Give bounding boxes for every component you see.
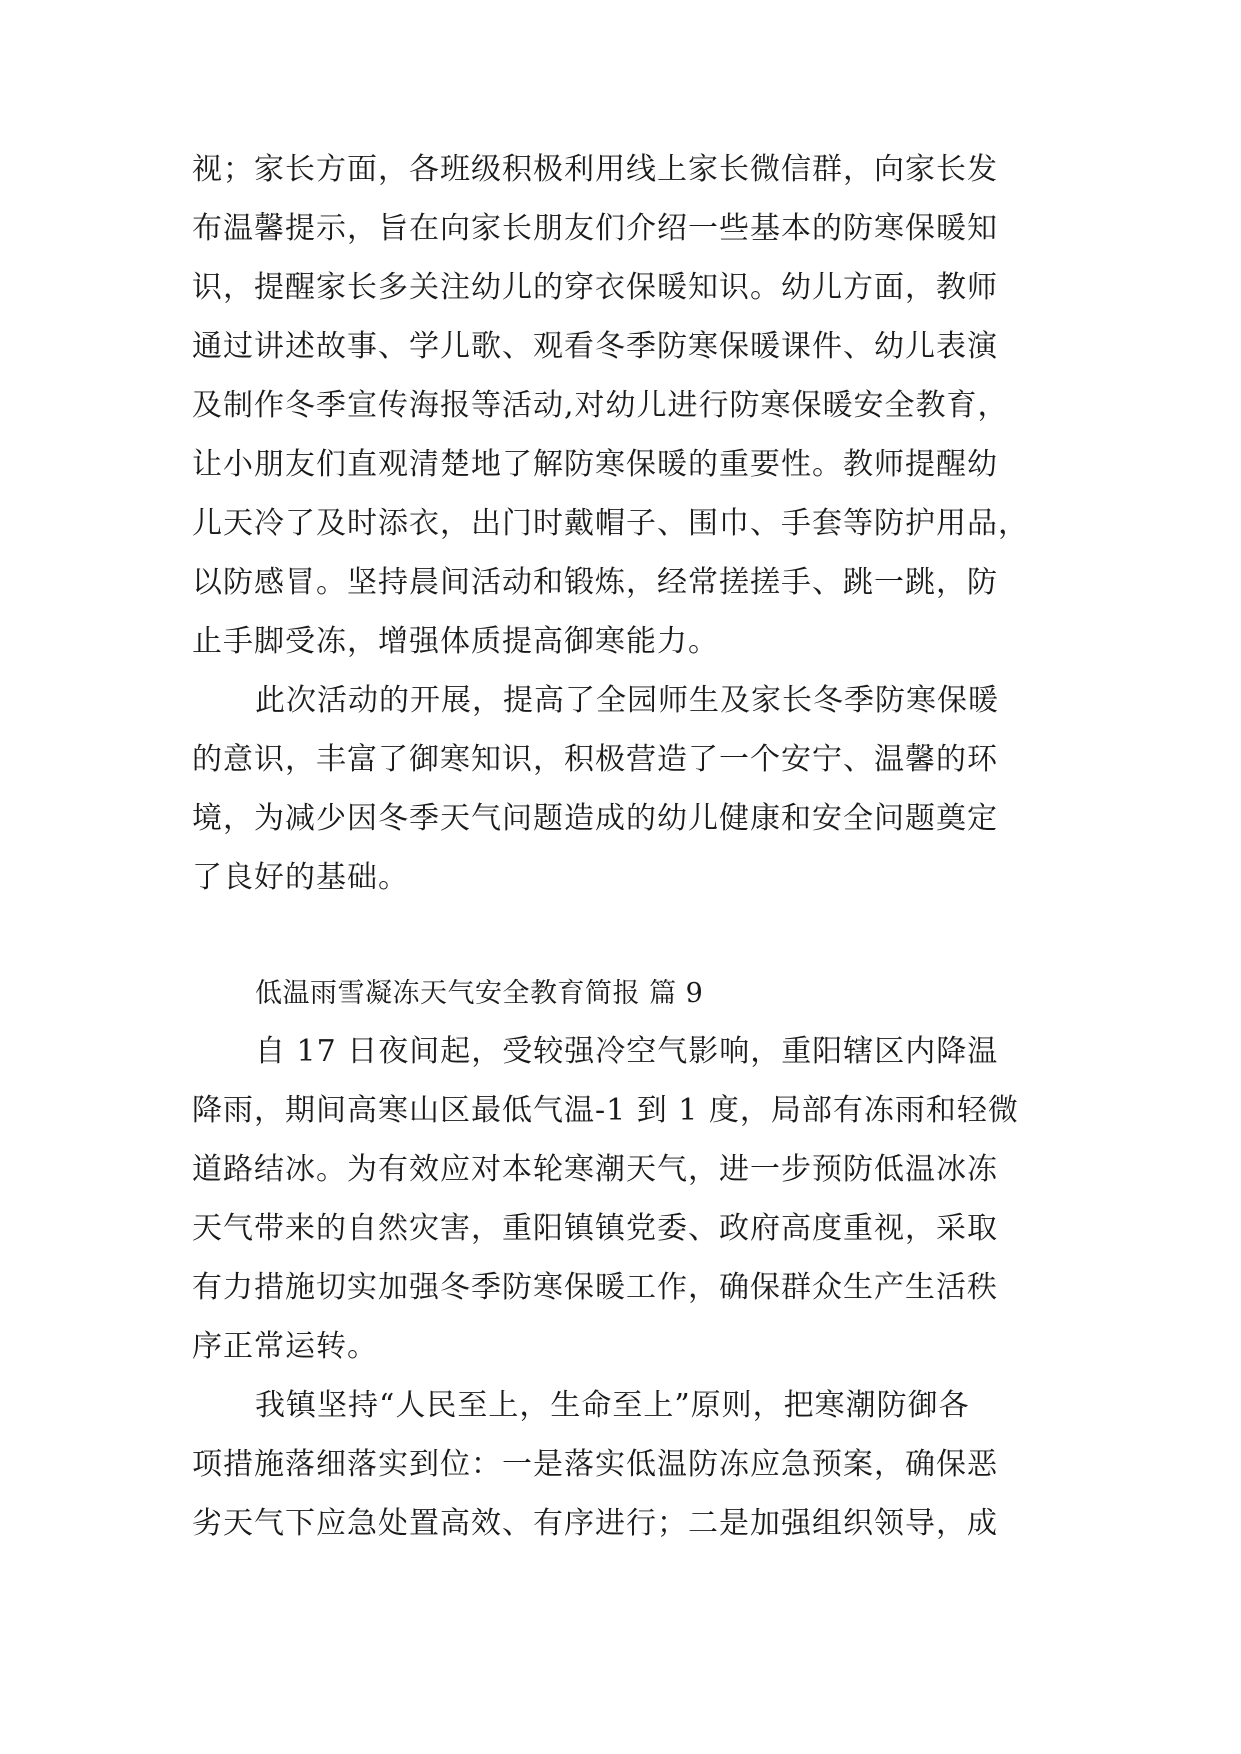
- text-line: 项措施落细落实到位：一是落实低温防冻应急预案，确保恶: [192, 1447, 998, 1482]
- text-line: 我镇坚持“人民至上，生命至上”原则，把寒潮防御各: [255, 1388, 970, 1423]
- text-line: 视；家长方面，各班级积极利用线上家长微信群，向家长发: [192, 152, 998, 187]
- text-line: 识，提醒家长多关注幼儿的穿衣保暖知识。幼儿方面，教师: [192, 270, 998, 305]
- text-line: 劣天气下应急处置高效、有序进行；二是加强组织领导，成: [192, 1506, 998, 1541]
- text-line: 境，为减少因冬季天气问题造成的幼儿健康和安全问题奠定: [192, 801, 998, 836]
- text-line: 及制作冬季宣传海报等活动,对幼儿进行防寒保暖安全教育，: [192, 388, 1009, 423]
- text-line: 让小朋友们直观清楚地了解防寒保暖的重要性。教师提醒幼: [192, 447, 998, 482]
- text-line: 布温馨提示，旨在向家长朋友们介绍一些基本的防寒保暖知: [192, 211, 998, 246]
- text-line: 儿天冷了及时添衣，出门时戴帽子、围巾、手套等防护用品，: [192, 506, 1029, 541]
- text-line: 通过讲述故事、学儿歌、观看冬季防寒保暖课件、幼儿表演: [192, 329, 998, 364]
- text-line: 有力措施切实加强冬季防寒保暖工作，确保群众生产生活秩: [192, 1270, 998, 1305]
- text-line: 止手脚受冻，增强体质提高御寒能力。: [192, 624, 719, 659]
- text-line: 天气带来的自然灾害，重阳镇镇党委、政府高度重视，采取: [192, 1211, 998, 1246]
- text-line: 了良好的基础。: [192, 860, 409, 895]
- text-line: 的意识，丰富了御寒知识，积极营造了一个安宁、温馨的环: [192, 742, 998, 777]
- text-line: 道路结冰。为有效应对本轮寒潮天气，进一步预防低温冰冻: [192, 1152, 998, 1187]
- text-line: 此次活动的开展，提高了全园师生及家长冬季防寒保暖: [255, 683, 999, 718]
- text-line: 降雨，期间高寒山区最低气温-1 到 1 度，局部有冻雨和轻微: [192, 1093, 1019, 1128]
- section-title: 低温雨雪凝冻天气安全教育简报 篇 9: [255, 978, 704, 1009]
- text-line: 序正常运转。: [192, 1329, 378, 1364]
- text-line: 以防感冒。坚持晨间活动和锻炼，经常搓搓手、跳一跳，防: [192, 565, 998, 600]
- text-line: 自 17 日夜间起，受较强冷空气影响，重阳辖区内降温: [255, 1034, 999, 1069]
